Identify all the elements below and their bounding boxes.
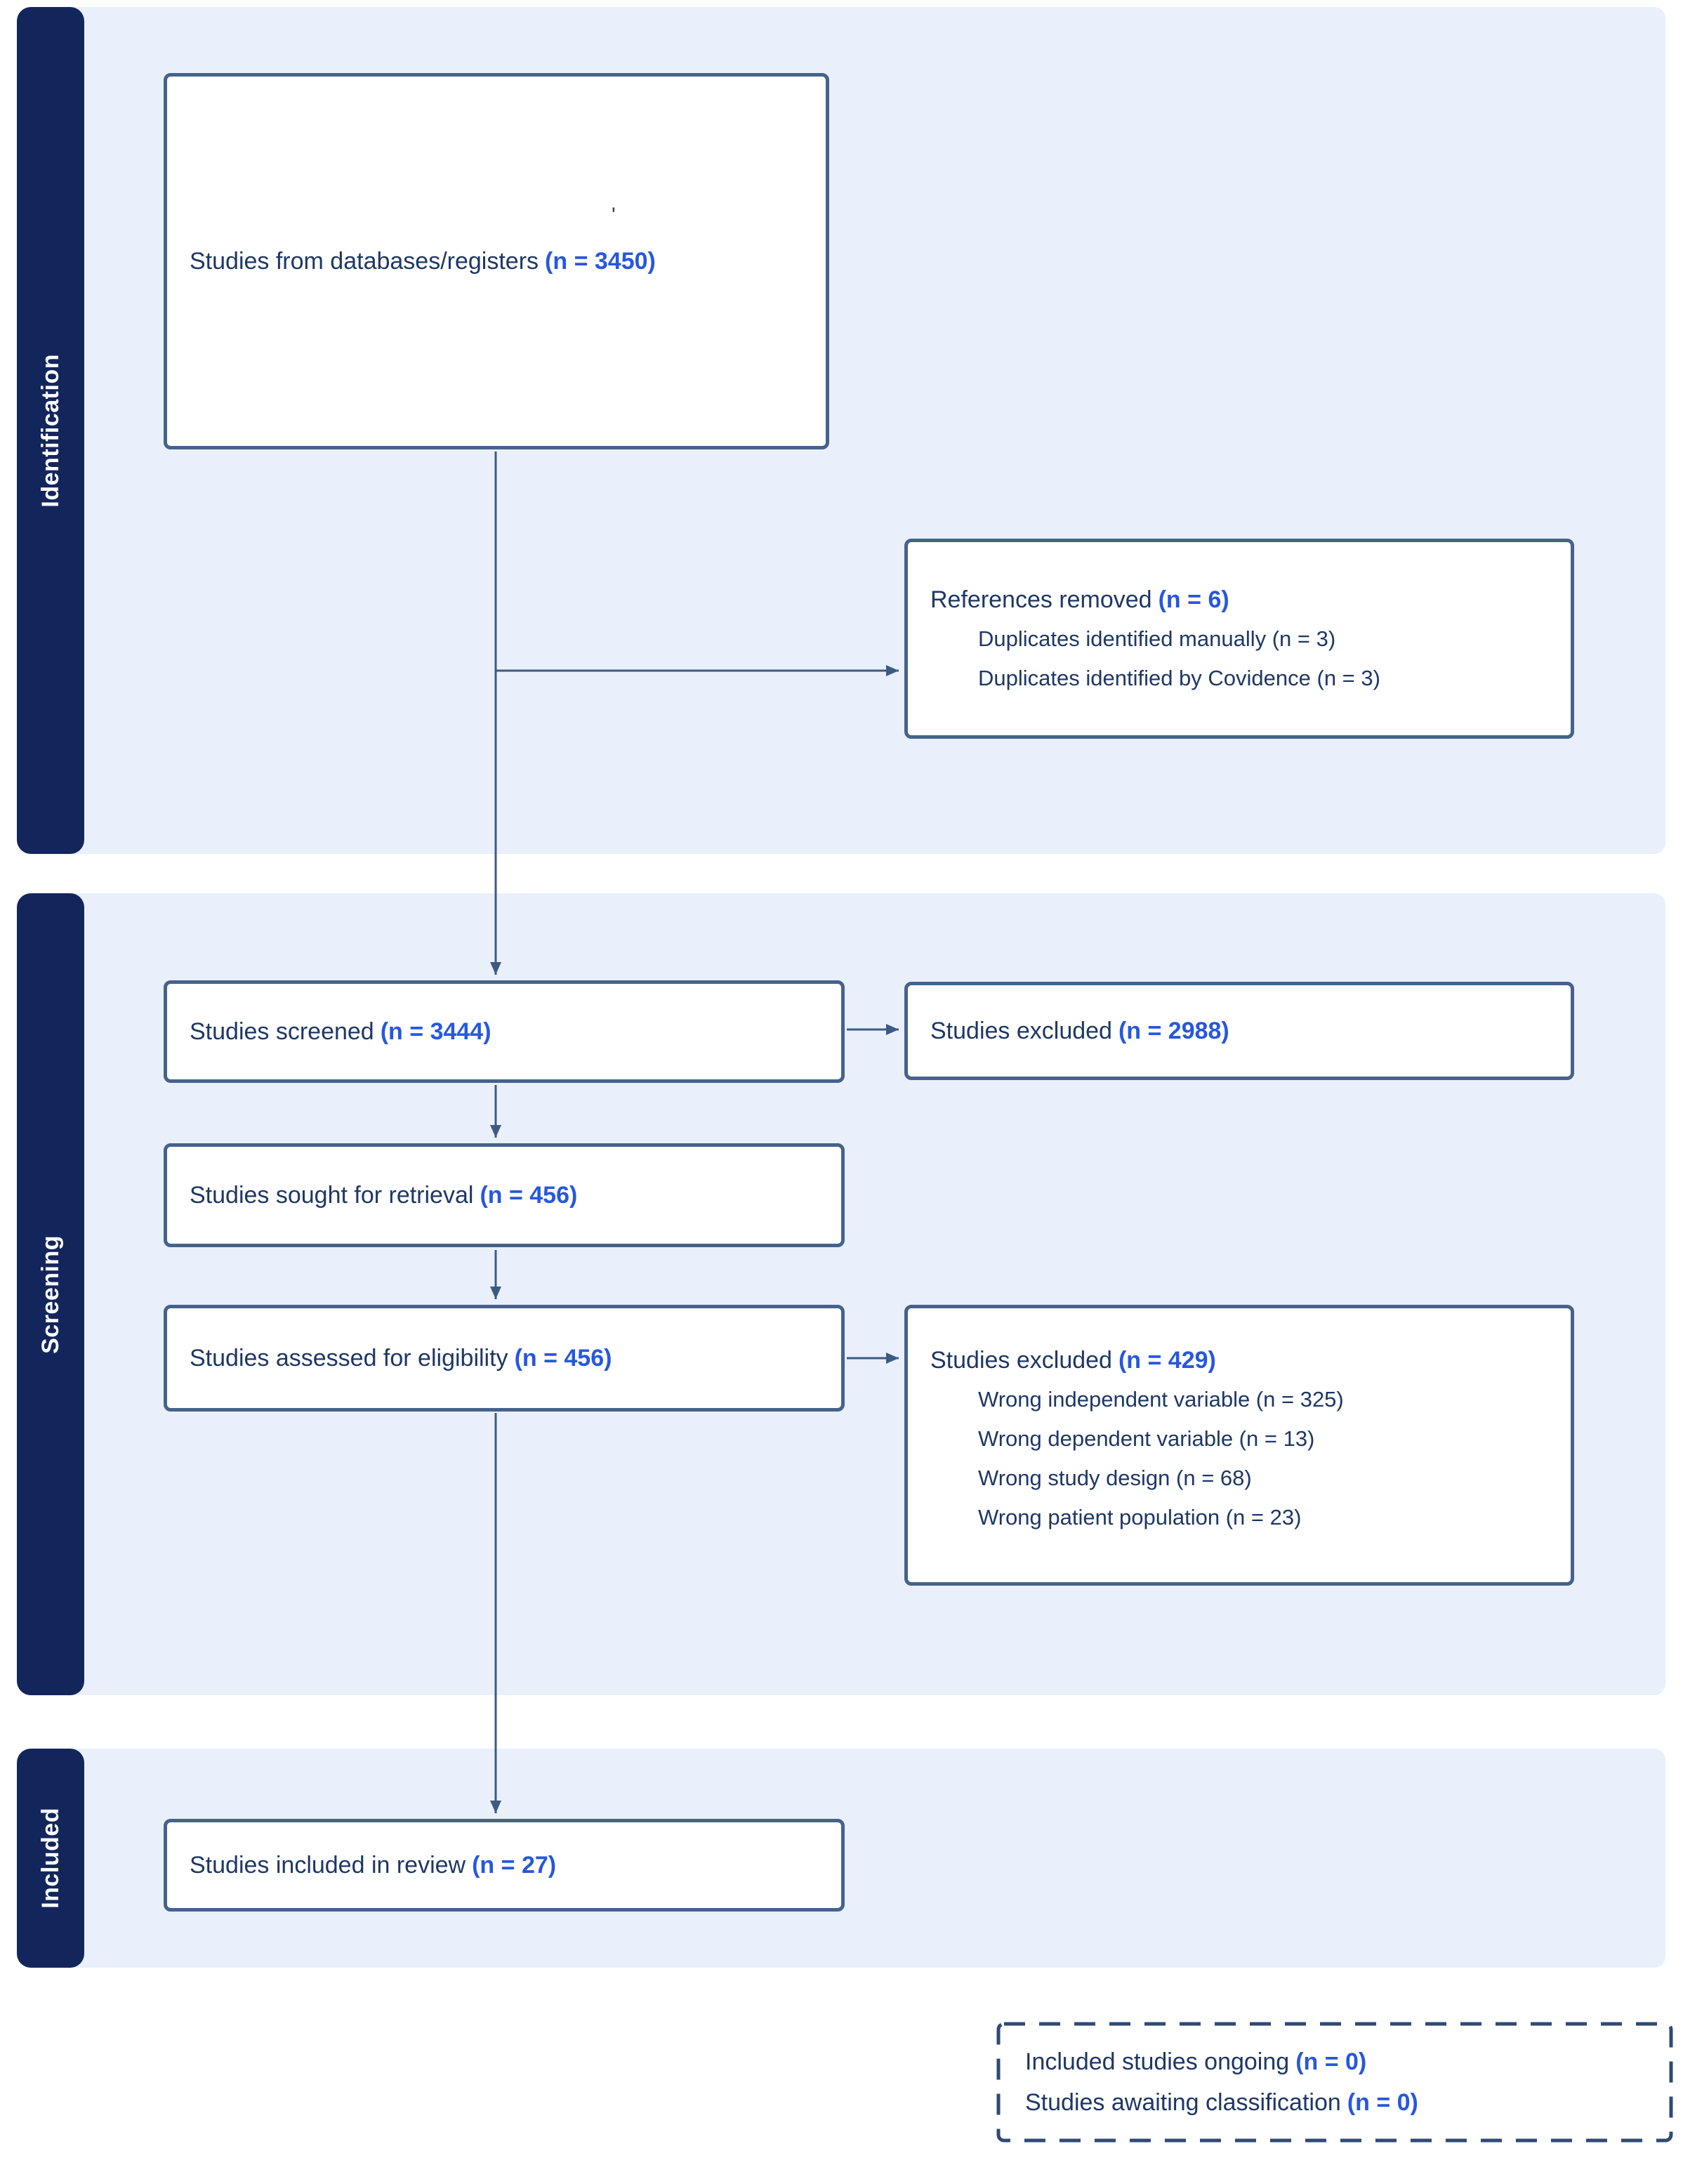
box-excluded-eligibility-count: (n = 429)	[1118, 1347, 1216, 1374]
awaiting-ongoing-count: (n = 0)	[1295, 2048, 1367, 2075]
box-sought-text	[167, 1176, 841, 1215]
box-included-count: (n = 27)	[472, 1852, 557, 1879]
awaiting-line	[998, 2041, 1671, 2082]
box-excluded-screening-text	[908, 1011, 1571, 1051]
box-excluded-eligibility	[904, 1305, 1574, 1586]
box-assessed-text	[167, 1338, 841, 1378]
references-removed-reason: Duplicates identified manually (n = 3)	[978, 626, 1336, 651]
stray-mark: '	[612, 204, 616, 227]
exclusion-reason: Wrong dependent variable (n = 13)	[978, 1426, 1315, 1451]
exclusion-reason: Wrong independent variable (n = 325)	[978, 1387, 1344, 1412]
awaiting-classification-count: (n = 0)	[1347, 2089, 1418, 2116]
box-excluded-screening	[904, 982, 1574, 1080]
box-sought	[164, 1143, 845, 1247]
awaiting-line	[998, 2082, 1671, 2123]
awaiting-classification-label: Studies awaiting classification	[1025, 2089, 1341, 2116]
box-references-removed-title	[908, 580, 1571, 619]
box-databases-count: (n = 3450)	[545, 248, 656, 275]
box-screened	[164, 980, 845, 1083]
sidebar-label-screening	[17, 893, 84, 1695]
identification-label: Identification	[37, 353, 64, 508]
box-sought-count: (n = 456)	[480, 1182, 578, 1209]
box-included-text	[167, 1846, 841, 1885]
box-excluded-screening-count: (n = 2988)	[1118, 1018, 1229, 1044]
box-assessed-count: (n = 456)	[514, 1345, 612, 1371]
box-awaiting-classification	[998, 2024, 1671, 2140]
awaiting-ongoing-label: Included studies ongoing	[1025, 2048, 1290, 2075]
screening-label: Screening	[37, 1235, 64, 1354]
box-included	[164, 1819, 845, 1912]
box-screened-count: (n = 3444)	[380, 1018, 491, 1045]
exclusion-reason: Wrong patient population (n = 23)	[978, 1505, 1302, 1530]
box-sought-label: Studies sought for retrieval	[190, 1182, 474, 1209]
box-databases-text	[167, 242, 826, 281]
box-excluded-eligibility-title	[908, 1341, 1571, 1380]
sidebar-label-identification	[17, 7, 84, 854]
box-assessed-label: Studies assessed for eligibility	[190, 1345, 508, 1371]
references-removed-reason: Duplicates identified by Covidence (n = 3)	[978, 665, 1380, 690]
box-assessed	[164, 1305, 845, 1412]
box-references-removed-label: References removed	[930, 586, 1152, 613]
box-excluded-eligibility-label: Studies excluded	[930, 1347, 1112, 1374]
included-label: Included	[37, 1808, 64, 1909]
box-screened-label: Studies screened	[190, 1018, 374, 1045]
exclusion-reason: Wrong study design (n = 68)	[978, 1466, 1252, 1490]
box-references-removed	[904, 539, 1574, 739]
box-databases-label: Studies from databases/registers	[190, 248, 539, 275]
box-references-removed-count: (n = 6)	[1158, 586, 1229, 613]
box-databases	[164, 73, 829, 449]
box-screened-text	[167, 1012, 841, 1051]
box-included-label: Studies included in review	[190, 1852, 466, 1879]
sidebar-label-included	[17, 1749, 84, 1968]
box-excluded-screening-label: Studies excluded	[930, 1018, 1112, 1044]
